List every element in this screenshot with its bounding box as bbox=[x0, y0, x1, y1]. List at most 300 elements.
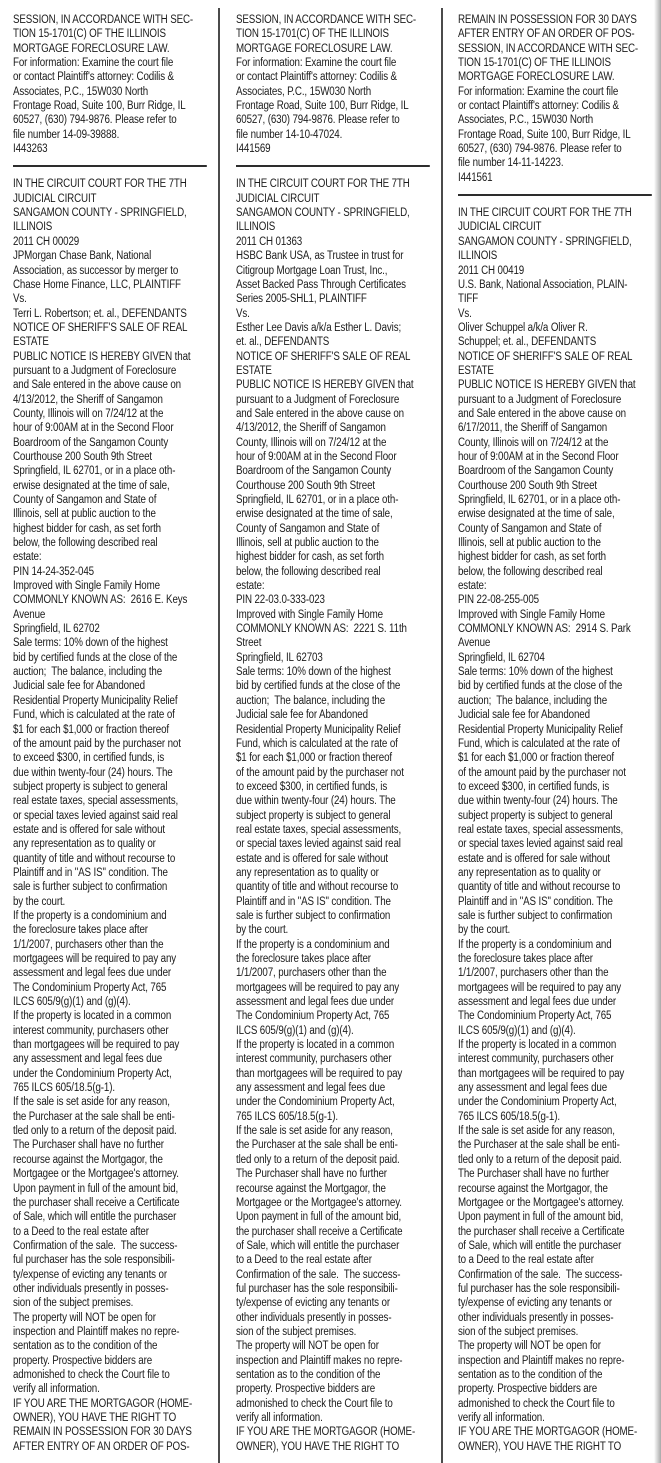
notice-line: or special taxes levied against said real bbox=[458, 838, 623, 851]
notice-line: any representation as to quality or bbox=[458, 866, 601, 879]
notice-line: Confirmation of the sale. The success- bbox=[13, 1239, 178, 1252]
notice-line: 1/1/2007, purchasers other than the bbox=[13, 938, 164, 951]
notice-line: ty/expense of evicting any tenants or bbox=[13, 1268, 167, 1281]
notice-line: real estate taxes, special assessments, bbox=[13, 795, 179, 808]
notice-line: recourse against the Mortgagor, the bbox=[458, 1182, 608, 1195]
notice-line: Schuppel; et. al., DEFENDANTS bbox=[458, 336, 597, 349]
notice-line: IF YOU ARE THE MORTGAGOR (HOME- bbox=[13, 1397, 193, 1410]
notice-separator-rule bbox=[458, 194, 652, 196]
notice-line: by the court. bbox=[458, 924, 511, 937]
notice-line: and Sale entered in the above cause on bbox=[236, 407, 404, 420]
notice-line: Springfield, IL 62701, or in a place oth- bbox=[458, 494, 621, 506]
notice-line: Esther Lee Davis a/k/a Esther L. Davis; bbox=[236, 321, 402, 334]
notice-line: estate and is offered for sale without bbox=[13, 823, 166, 836]
notice-line: Plaintiff and in "AS IS" condition. The bbox=[13, 866, 168, 879]
notice-line: due within twenty-four (24) hours. The bbox=[458, 795, 618, 808]
notice-line: sion of the subject premises. bbox=[236, 1325, 357, 1338]
notice-line: and Sale entered in the above cause on bbox=[13, 379, 181, 392]
notice-line: JPMorgan Chase Bank, National bbox=[13, 250, 152, 263]
column-divider-1 bbox=[218, 8, 220, 1463]
notice-line: admonished to check the Court file to bbox=[13, 1368, 170, 1381]
notice-line: ILCS 605/9(g)(1) and (g)(4). bbox=[13, 996, 131, 1009]
notice-line: any assessment and legal fees due bbox=[458, 1082, 608, 1095]
notice-line: COMMONLY KNOWN AS: 2914 S. Park bbox=[458, 623, 631, 636]
notice-line: admonished to check the Court file to bbox=[236, 1397, 393, 1410]
notice-line: TIFF bbox=[458, 293, 479, 306]
notice-line: Springfield, IL 62704 bbox=[458, 651, 545, 664]
notice-line: $1 for each $1,000 or fraction thereof bbox=[13, 723, 170, 736]
notice-column-3 bbox=[458, 13, 655, 1454]
notice-line: NOTICE OF SHERIFF'S SALE OF REAL bbox=[236, 350, 411, 363]
notice-line: erwise designated at the time of sale, bbox=[13, 479, 170, 492]
notice-line: to exceed $300, in certified funds, is bbox=[13, 752, 165, 765]
notice-line: IF YOU ARE THE MORTGAGOR (HOME- bbox=[236, 1426, 416, 1439]
notice-line: quantity of title and without recourse to bbox=[458, 881, 621, 894]
notice-line: COMMONLY KNOWN AS: 2221 S. 11th bbox=[236, 623, 407, 636]
notice-line: erwise designated at the time of sale, bbox=[236, 508, 393, 521]
notice-line: Street bbox=[236, 637, 262, 650]
notice-line: If the sale is set aside for any reason, bbox=[458, 1125, 615, 1138]
notice-line: ILCS 605/9(g)(1) and (g)(4). bbox=[236, 1024, 354, 1037]
notice-line: estate and is offered for sale without bbox=[458, 852, 611, 865]
notice-line: U.S. Bank, National Association, PLAIN- bbox=[458, 278, 628, 291]
notice-line: If the sale is set aside for any reason, bbox=[13, 1096, 170, 1109]
notice-line: The Condominium Property Act, 765 bbox=[13, 981, 167, 994]
notice-line: JUDICIAL CIRCUIT bbox=[13, 192, 97, 205]
notice-line: interest community, purchasers other bbox=[13, 1024, 169, 1037]
notice-line: to exceed $300, in certified funds, is bbox=[458, 780, 610, 793]
notice-line: ESTATE bbox=[236, 364, 272, 377]
notice-line: file number 14-09-39888. bbox=[13, 128, 120, 141]
column-divider-2 bbox=[441, 8, 443, 1463]
notice-line: Vs. bbox=[236, 307, 250, 320]
notice-line: of the amount paid by the purchaser not bbox=[458, 766, 626, 779]
notice-line: auction; The balance, including the bbox=[458, 694, 608, 707]
notice-line: below, the following described real bbox=[236, 565, 381, 578]
notice-line: Boardroom of the Sangamon County bbox=[13, 436, 169, 449]
notice-line: Avenue bbox=[13, 608, 46, 621]
notice-line: sentation as to the condition of the bbox=[13, 1340, 158, 1353]
notice-line: Improved with Single Family Home bbox=[236, 608, 383, 621]
notice-line: $1 for each $1,000 or fraction thereof bbox=[458, 752, 615, 765]
notice-line: ful purchaser has the sole responsibili- bbox=[458, 1282, 620, 1295]
notice-column-2 bbox=[236, 13, 433, 1454]
notice-line: Frontage Road, Suite 100, Burr Ridge, IL bbox=[458, 128, 631, 141]
notice-line: 765 ILCS 605/18.5(g-1). bbox=[236, 1110, 338, 1123]
notice-block bbox=[236, 177, 433, 1454]
notice-line: I441561 bbox=[458, 171, 493, 184]
notice-line: highest bidder for cash, as set forth bbox=[458, 551, 606, 564]
notice-line: Residential Property Municipality Relief bbox=[458, 723, 623, 736]
notice-line: ESTATE bbox=[13, 336, 49, 349]
notice-line: Upon payment in full of the amount bid, bbox=[458, 1211, 624, 1224]
notice-line: any representation as to quality or bbox=[236, 866, 379, 879]
notice-line: recourse against the Mortgagor, the bbox=[236, 1182, 386, 1195]
notice-line: MORTGAGE FORECLOSURE LAW. bbox=[13, 42, 170, 55]
notice-line: $1 for each $1,000 or fraction thereof bbox=[236, 752, 393, 765]
notice-line: auction; The balance, including the bbox=[236, 694, 386, 707]
notice-line: than mortgagees will be required to pay bbox=[13, 1039, 180, 1052]
notice-line: of Sale, which will entitle the purchaser bbox=[236, 1239, 400, 1252]
notice-line: pursuant to a Judgment of Foreclosure bbox=[236, 393, 400, 406]
notice-line: to a Deed to the real estate after bbox=[13, 1225, 149, 1238]
notice-line: The Purchaser shall have no further bbox=[13, 1139, 164, 1152]
notice-line: JUDICIAL CIRCUIT bbox=[236, 192, 320, 205]
notice-line: the Purchaser at the sale shall be enti- bbox=[13, 1110, 175, 1123]
notice-line: 60527, (630) 794-9876. Please refer to bbox=[13, 114, 177, 127]
notice-line: ful purchaser has the sole responsibili- bbox=[13, 1254, 175, 1267]
notice-line: sale is further subject to confirmation bbox=[13, 881, 168, 894]
notice-line: ILLINOIS bbox=[236, 221, 276, 234]
notice-line: Frontage Road, Suite 100, Burr Ridge, IL bbox=[236, 100, 409, 113]
notice-line: Springfield, IL 62701, or in a place oth- bbox=[236, 494, 399, 506]
notice-line: I443263 bbox=[13, 143, 48, 156]
notice-line: Judicial sale fee for Abandoned bbox=[13, 680, 145, 693]
notice-line: Terri L. Robertson; et. al., DEFENDANTS bbox=[13, 307, 187, 320]
notice-line: bid by certified funds at the close of the bbox=[13, 651, 178, 664]
notice-line: of the amount paid by the purchaser not bbox=[13, 737, 181, 750]
notice-line: IF YOU ARE THE MORTGAGOR (HOME- bbox=[458, 1426, 638, 1439]
notice-line: County, Illinois will on 7/24/12 at the bbox=[458, 436, 609, 449]
notice-line: Association, as successor by merger to bbox=[13, 264, 179, 277]
notice-line: mortgagees will be required to pay any bbox=[458, 981, 622, 994]
notice-line: hour of 9:00AM at in the Second Floor bbox=[13, 422, 174, 435]
notice-line: PUBLIC NOTICE IS HEREBY GIVEN that bbox=[13, 350, 191, 363]
notice-line: hour of 9:00AM at in the Second Floor bbox=[236, 450, 397, 463]
notice-line: County, Illinois will on 7/24/12 at the bbox=[13, 407, 164, 420]
notice-line: IN THE CIRCUIT COURT FOR THE 7TH bbox=[458, 207, 632, 220]
notice-line: Mortgagee or the Mortgagee's attorney. bbox=[458, 1196, 624, 1209]
notice-line: pursuant to a Judgment of Foreclosure bbox=[458, 393, 622, 406]
notice-line: by the court. bbox=[13, 895, 66, 908]
notice-line: the purchaser shall receive a Certificate bbox=[458, 1225, 625, 1238]
notice-block bbox=[13, 13, 210, 156]
notice-line: Vs. bbox=[13, 293, 27, 306]
notice-line: assessment and legal fees due under bbox=[458, 996, 617, 1009]
notice-line: The property will NOT be open for bbox=[13, 1311, 156, 1324]
notice-line: Associates, P.C., 15W030 North bbox=[236, 85, 372, 98]
notice-block bbox=[13, 177, 210, 1454]
notice-line: 2011 CH 00029 bbox=[13, 235, 80, 248]
notice-line: sentation as to the condition of the bbox=[236, 1368, 381, 1381]
notice-line: Improved with Single Family Home bbox=[458, 608, 605, 621]
notice-line: due within twenty-four (24) hours. The bbox=[13, 766, 173, 779]
notice-line: JUDICIAL CIRCUIT bbox=[458, 221, 542, 234]
notice-line: under the Condominium Property Act, bbox=[13, 1067, 172, 1080]
notice-line: The Condominium Property Act, 765 bbox=[458, 1010, 612, 1023]
notice-line: Fund, which is calculated at the rate of bbox=[458, 737, 620, 750]
notice-line: and Sale entered in the above cause on bbox=[458, 407, 626, 420]
notice-line: estate: bbox=[13, 551, 42, 564]
notice-line: If the property is a condominium and bbox=[13, 909, 167, 922]
notice-line: If the sale is set aside for any reason, bbox=[236, 1125, 393, 1138]
notice-line: inspection and Plaintiff makes no repre- bbox=[236, 1354, 403, 1367]
notice-line: Associates, P.C., 15W030 North bbox=[458, 114, 594, 127]
notice-line: subject property is subject to general bbox=[236, 809, 391, 822]
notice-line: Confirmation of the sale. The success- bbox=[236, 1268, 401, 1281]
notice-line: AFTER ENTRY OF AN ORDER OF POS- bbox=[13, 1440, 190, 1453]
notice-line: 1/1/2007, purchasers other than the bbox=[458, 967, 609, 980]
notice-line: 765 ILCS 605/18.5(g-1). bbox=[13, 1082, 115, 1095]
notice-line: verify all information. bbox=[458, 1412, 545, 1424]
notice-line: NOTICE OF SHERIFF'S SALE OF REAL bbox=[458, 350, 633, 363]
notice-block bbox=[458, 206, 655, 1454]
notice-line: Fund, which is calculated at the rate of bbox=[236, 737, 398, 750]
notice-line: Frontage Road, Suite 100, Burr Ridge, IL bbox=[13, 100, 186, 113]
notice-line: For information: Examine the court file bbox=[13, 57, 174, 70]
notice-line: If the property is located in a common bbox=[13, 1010, 172, 1023]
notice-line: REMAIN IN POSSESSION FOR 30 DAYS bbox=[13, 1426, 192, 1439]
notice-separator-rule bbox=[13, 165, 207, 167]
notice-line: TION 15-1701(C) OF THE ILLINOIS bbox=[236, 28, 389, 41]
notice-line: HSBC Bank USA, as Trustee in trust for bbox=[236, 250, 404, 263]
notice-line: County, Illinois will on 7/24/12 at the bbox=[236, 436, 387, 449]
notice-line: Courthouse 200 South 9th Street bbox=[13, 450, 152, 463]
notice-line: the purchaser shall receive a Certificate bbox=[13, 1196, 180, 1209]
notice-line: assessment and legal fees due under bbox=[236, 996, 395, 1009]
notice-line: highest bidder for cash, as set forth bbox=[13, 522, 161, 535]
notice-line: ILLINOIS bbox=[458, 250, 498, 263]
notice-line: PUBLIC NOTICE IS HEREBY GIVEN that bbox=[236, 379, 414, 392]
notice-line: Vs. bbox=[458, 307, 472, 320]
notice-line: SESSION, IN ACCORDANCE WITH SEC- bbox=[13, 14, 194, 26]
notice-line: highest bidder for cash, as set forth bbox=[236, 551, 384, 564]
notice-line: to a Deed to the real estate after bbox=[458, 1254, 594, 1267]
notice-line: property. Prospective bidders are bbox=[13, 1354, 153, 1367]
notice-line: COMMONLY KNOWN AS: 2616 E. Keys bbox=[13, 594, 188, 607]
notice-line: PIN 14-24-352-045 bbox=[13, 565, 94, 578]
notice-line: County of Sangamon and State of bbox=[458, 522, 602, 535]
notice-line: SANGAMON COUNTY - SPRINGFIELD, bbox=[13, 207, 187, 220]
notice-line: under the Condominium Property Act, bbox=[458, 1096, 617, 1109]
notice-line: tled only to a return of the deposit paid. bbox=[13, 1125, 177, 1138]
notice-line: sion of the subject premises. bbox=[13, 1297, 134, 1310]
notice-line: verify all information. bbox=[13, 1383, 100, 1396]
notice-line: Plaintiff and in "AS IS" condition. The bbox=[458, 895, 613, 908]
notice-line: ESTATE bbox=[458, 364, 494, 377]
notice-line: The Condominium Property Act, 765 bbox=[236, 1010, 390, 1023]
notice-line: Oliver Schuppel a/k/a Oliver R. bbox=[458, 321, 588, 334]
notice-line: 6/17/2011, the Sheriff of Sangamon bbox=[458, 422, 608, 435]
notice-line: PIN 22-08-255-005 bbox=[458, 594, 539, 607]
notice-line: or special taxes levied against said real bbox=[236, 838, 401, 851]
notice-line: quantity of title and without recourse to bbox=[236, 881, 399, 894]
notice-line: or contact Plaintiff's attorney: Codilis & bbox=[236, 71, 397, 84]
notice-line: Springfield, IL 62703 bbox=[236, 651, 323, 664]
notice-line: OWNER), YOU HAVE THE RIGHT TO bbox=[13, 1412, 177, 1424]
notice-line: Springfield, IL 62701, or in a place oth- bbox=[13, 465, 176, 478]
notice-line: Upon payment in full of the amount bid, bbox=[236, 1211, 402, 1224]
notice-line: The Purchaser shall have no further bbox=[458, 1168, 609, 1181]
notice-line: Confirmation of the sale. The success- bbox=[458, 1268, 623, 1281]
notice-line: property. Prospective bidders are bbox=[236, 1383, 376, 1396]
notice-line: real estate taxes, special assessments, bbox=[458, 823, 624, 836]
notice-line: et. al., DEFENDANTS bbox=[236, 336, 330, 349]
notice-line: the foreclosure takes place after bbox=[458, 953, 593, 965]
notice-line: Citigroup Mortgage Loan Trust, Inc., bbox=[236, 264, 388, 277]
notice-line: I441569 bbox=[236, 143, 271, 156]
notice-line: inspection and Plaintiff makes no repre- bbox=[13, 1325, 180, 1338]
notice-line: the purchaser shall receive a Certificate bbox=[236, 1225, 403, 1238]
notice-line: Sale terms: 10% down of the highest bbox=[458, 666, 613, 679]
notice-line: property. Prospective bidders are bbox=[458, 1383, 598, 1396]
notice-line: REMAIN IN POSSESSION FOR 30 DAYS bbox=[458, 14, 637, 26]
notice-line: estate: bbox=[236, 580, 265, 593]
notice-line: If the property is a condominium and bbox=[458, 938, 612, 951]
notice-line: or contact Plaintiff's attorney: Codilis & bbox=[458, 100, 619, 113]
notice-line: the foreclosure takes place after bbox=[13, 924, 148, 937]
notice-line: Mortgagee or the Mortgagee's attorney. bbox=[13, 1168, 179, 1181]
notice-line: 4/13/2012, the Sheriff of Sangamon bbox=[13, 393, 163, 406]
notice-line: SANGAMON COUNTY - SPRINGFIELD, bbox=[458, 235, 632, 248]
notice-line: IN THE CIRCUIT COURT FOR THE 7TH bbox=[13, 178, 187, 191]
notice-line: mortgagees will be required to pay any bbox=[13, 953, 177, 965]
notice-line: Chase Home Finance, LLC, PLAINTIFF bbox=[13, 278, 181, 291]
notice-line: Courthouse 200 South 9th Street bbox=[236, 479, 375, 492]
notice-line: file number 14-11-14223. bbox=[458, 157, 564, 170]
notice-line: OWNER), YOU HAVE THE RIGHT TO bbox=[458, 1440, 622, 1453]
notice-line: Illinois, sell at public auction to the bbox=[13, 508, 156, 521]
notice-line: sion of the subject premises. bbox=[458, 1325, 579, 1338]
notice-line: Upon payment in full of the amount bid, bbox=[13, 1182, 179, 1195]
notice-line: Boardroom of the Sangamon County bbox=[236, 465, 392, 478]
notice-line: MORTGAGE FORECLOSURE LAW. bbox=[458, 71, 615, 84]
notice-line: Fund, which is calculated at the rate of bbox=[13, 709, 175, 722]
notice-line: due within twenty-four (24) hours. The bbox=[236, 795, 396, 808]
notice-line: Residential Property Municipality Relief bbox=[236, 723, 401, 736]
notice-line: The property will NOT be open for bbox=[236, 1340, 379, 1353]
notice-line: file number 14-10-47024. bbox=[236, 128, 343, 141]
notice-line: ILCS 605/9(g)(1) and (g)(4). bbox=[458, 1024, 576, 1037]
notice-line: other individuals presently in posses- bbox=[236, 1311, 392, 1324]
notice-line: Series 2005-SHL1, PLAINTIFF bbox=[236, 293, 367, 306]
notice-line: assessment and legal fees due under bbox=[13, 967, 172, 980]
notice-line: For information: Examine the court file bbox=[458, 85, 619, 98]
notice-line: SANGAMON COUNTY - SPRINGFIELD, bbox=[236, 207, 410, 220]
notice-line: Plaintiff and in "AS IS" condition. The bbox=[236, 895, 391, 908]
notice-line: the Purchaser at the sale shall be enti- bbox=[458, 1139, 620, 1152]
notice-line: If the property is a condominium and bbox=[236, 938, 390, 951]
notice-line: 2011 CH 00419 bbox=[458, 264, 525, 277]
notice-line: The Purchaser shall have no further bbox=[236, 1168, 387, 1181]
notice-line: bid by certified funds at the close of the bbox=[458, 680, 623, 693]
notice-line: of Sale, which will entitle the purchaser bbox=[458, 1239, 622, 1252]
notice-line: The property will NOT be open for bbox=[458, 1340, 601, 1353]
notice-line: Avenue bbox=[458, 637, 491, 650]
notice-line: interest community, purchasers other bbox=[236, 1053, 392, 1066]
notice-line: ful purchaser has the sole responsibili- bbox=[236, 1282, 398, 1295]
notice-line: the Purchaser at the sale shall be enti- bbox=[236, 1139, 398, 1152]
notice-line: Sale terms: 10% down of the highest bbox=[236, 666, 391, 679]
notice-line: other individuals presently in posses- bbox=[458, 1311, 614, 1324]
notice-line: of the amount paid by the purchaser not bbox=[236, 766, 404, 779]
notice-line: NOTICE OF SHERIFF'S SALE OF REAL bbox=[13, 321, 188, 334]
notice-line: hour of 9:00AM at in the Second Floor bbox=[458, 450, 619, 463]
notice-line: Improved with Single Family Home bbox=[13, 580, 160, 593]
notice-line: bid by certified funds at the close of the bbox=[236, 680, 401, 693]
notice-line: TION 15-1701(C) OF THE ILLINOIS bbox=[458, 57, 611, 70]
notice-line: other individuals presently in posses- bbox=[13, 1282, 169, 1295]
notice-line: If the property is located in a common bbox=[236, 1039, 395, 1052]
notice-line: Asset Backed Pass Through Certificates bbox=[236, 278, 406, 291]
notice-line: 60527, (630) 794-9876. Please refer to bbox=[236, 114, 400, 127]
notice-line: County of Sangamon and State of bbox=[13, 494, 157, 506]
notice-line: Boardroom of the Sangamon County bbox=[458, 465, 614, 478]
notice-line: the foreclosure takes place after bbox=[236, 953, 371, 965]
notice-line: ty/expense of evicting any tenants or bbox=[236, 1297, 390, 1310]
notice-separator-rule bbox=[236, 165, 430, 167]
notice-line: subject property is subject to general bbox=[13, 780, 168, 793]
notice-line: interest community, purchasers other bbox=[458, 1053, 614, 1066]
notice-line: Sale terms: 10% down of the highest bbox=[13, 637, 168, 650]
notice-line: below, the following described real bbox=[458, 565, 603, 578]
notice-line: any assessment and legal fees due bbox=[236, 1082, 386, 1095]
notice-line: OWNER), YOU HAVE THE RIGHT TO bbox=[236, 1440, 400, 1453]
notice-line: Judicial sale fee for Abandoned bbox=[236, 709, 368, 722]
notice-line: erwise designated at the time of sale, bbox=[458, 508, 615, 521]
notice-line: under the Condominium Property Act, bbox=[236, 1096, 395, 1109]
notice-line: than mortgagees will be required to pay bbox=[458, 1067, 625, 1080]
notice-line: Residential Property Municipality Relief bbox=[13, 694, 178, 707]
notice-line: Associates, P.C., 15W030 North bbox=[13, 85, 149, 98]
notice-line: Illinois, sell at public auction to the bbox=[236, 537, 379, 550]
notice-line: any assessment and legal fees due bbox=[13, 1053, 163, 1066]
notice-line: admonished to check the Court file to bbox=[458, 1397, 615, 1410]
notice-line: or special taxes levied against said real bbox=[13, 809, 178, 822]
notice-line: to exceed $300, in certified funds, is bbox=[236, 780, 388, 793]
notice-line: than mortgagees will be required to pay bbox=[236, 1067, 403, 1080]
notice-line: 4/13/2012, the Sheriff of Sangamon bbox=[236, 422, 386, 435]
notice-line: sentation as to the condition of the bbox=[458, 1368, 603, 1381]
notice-line: Mortgagee or the Mortgagee's attorney. bbox=[236, 1196, 402, 1209]
notice-line: auction; The balance, including the bbox=[13, 666, 163, 679]
notice-line: of Sale, which will entitle the purchaser bbox=[13, 1211, 177, 1224]
notice-line: Springfield, IL 62702 bbox=[13, 623, 100, 636]
notice-line: ty/expense of evicting any tenants or bbox=[458, 1297, 612, 1310]
page-edge-shadow bbox=[654, 0, 661, 1463]
notice-line: County of Sangamon and State of bbox=[236, 522, 380, 535]
notice-block bbox=[236, 13, 433, 156]
notice-block bbox=[458, 13, 655, 185]
notice-line: estate and is offered for sale without bbox=[236, 852, 389, 865]
notice-line: tled only to a return of the deposit paid. bbox=[236, 1153, 400, 1166]
notice-line: PUBLIC NOTICE IS HEREBY GIVEN that bbox=[458, 379, 636, 392]
notice-line: recourse against the Mortgagor, the bbox=[13, 1153, 163, 1166]
notice-line: tled only to a return of the deposit paid. bbox=[458, 1153, 622, 1166]
notice-line: Illinois, sell at public auction to the bbox=[458, 537, 601, 550]
notice-line: or contact Plaintiff's attorney: Codilis & bbox=[13, 71, 174, 84]
notice-line: AFTER ENTRY OF AN ORDER OF POS- bbox=[458, 28, 635, 41]
notice-line: estate: bbox=[458, 580, 487, 593]
notice-line: verify all information. bbox=[236, 1412, 323, 1424]
notice-line: If the property is located in a common bbox=[458, 1039, 617, 1052]
notice-line: IN THE CIRCUIT COURT FOR THE 7TH bbox=[236, 178, 410, 191]
notice-line: quantity of title and without recourse to bbox=[13, 852, 176, 865]
notice-line: any representation as to quality or bbox=[13, 838, 156, 851]
notice-line: subject property is subject to general bbox=[458, 809, 613, 822]
notice-line: ILLINOIS bbox=[13, 221, 53, 234]
notice-line: sale is further subject to confirmation bbox=[236, 909, 391, 922]
notice-line: SESSION, IN ACCORDANCE WITH SEC- bbox=[458, 42, 639, 55]
notice-column-1 bbox=[13, 13, 210, 1454]
notice-line: real estate taxes, special assessments, bbox=[236, 823, 402, 836]
notice-line: PIN 22-03.0-333-023 bbox=[236, 594, 325, 607]
notice-line: pursuant to a Judgment of Foreclosure bbox=[13, 364, 177, 377]
notice-line: TION 15-1701(C) OF THE ILLINOIS bbox=[13, 28, 166, 41]
notice-line: 2011 CH 01363 bbox=[236, 235, 303, 248]
notice-line: 765 ILCS 605/18.5(g-1). bbox=[458, 1110, 560, 1123]
notice-line: SESSION, IN ACCORDANCE WITH SEC- bbox=[236, 14, 417, 26]
